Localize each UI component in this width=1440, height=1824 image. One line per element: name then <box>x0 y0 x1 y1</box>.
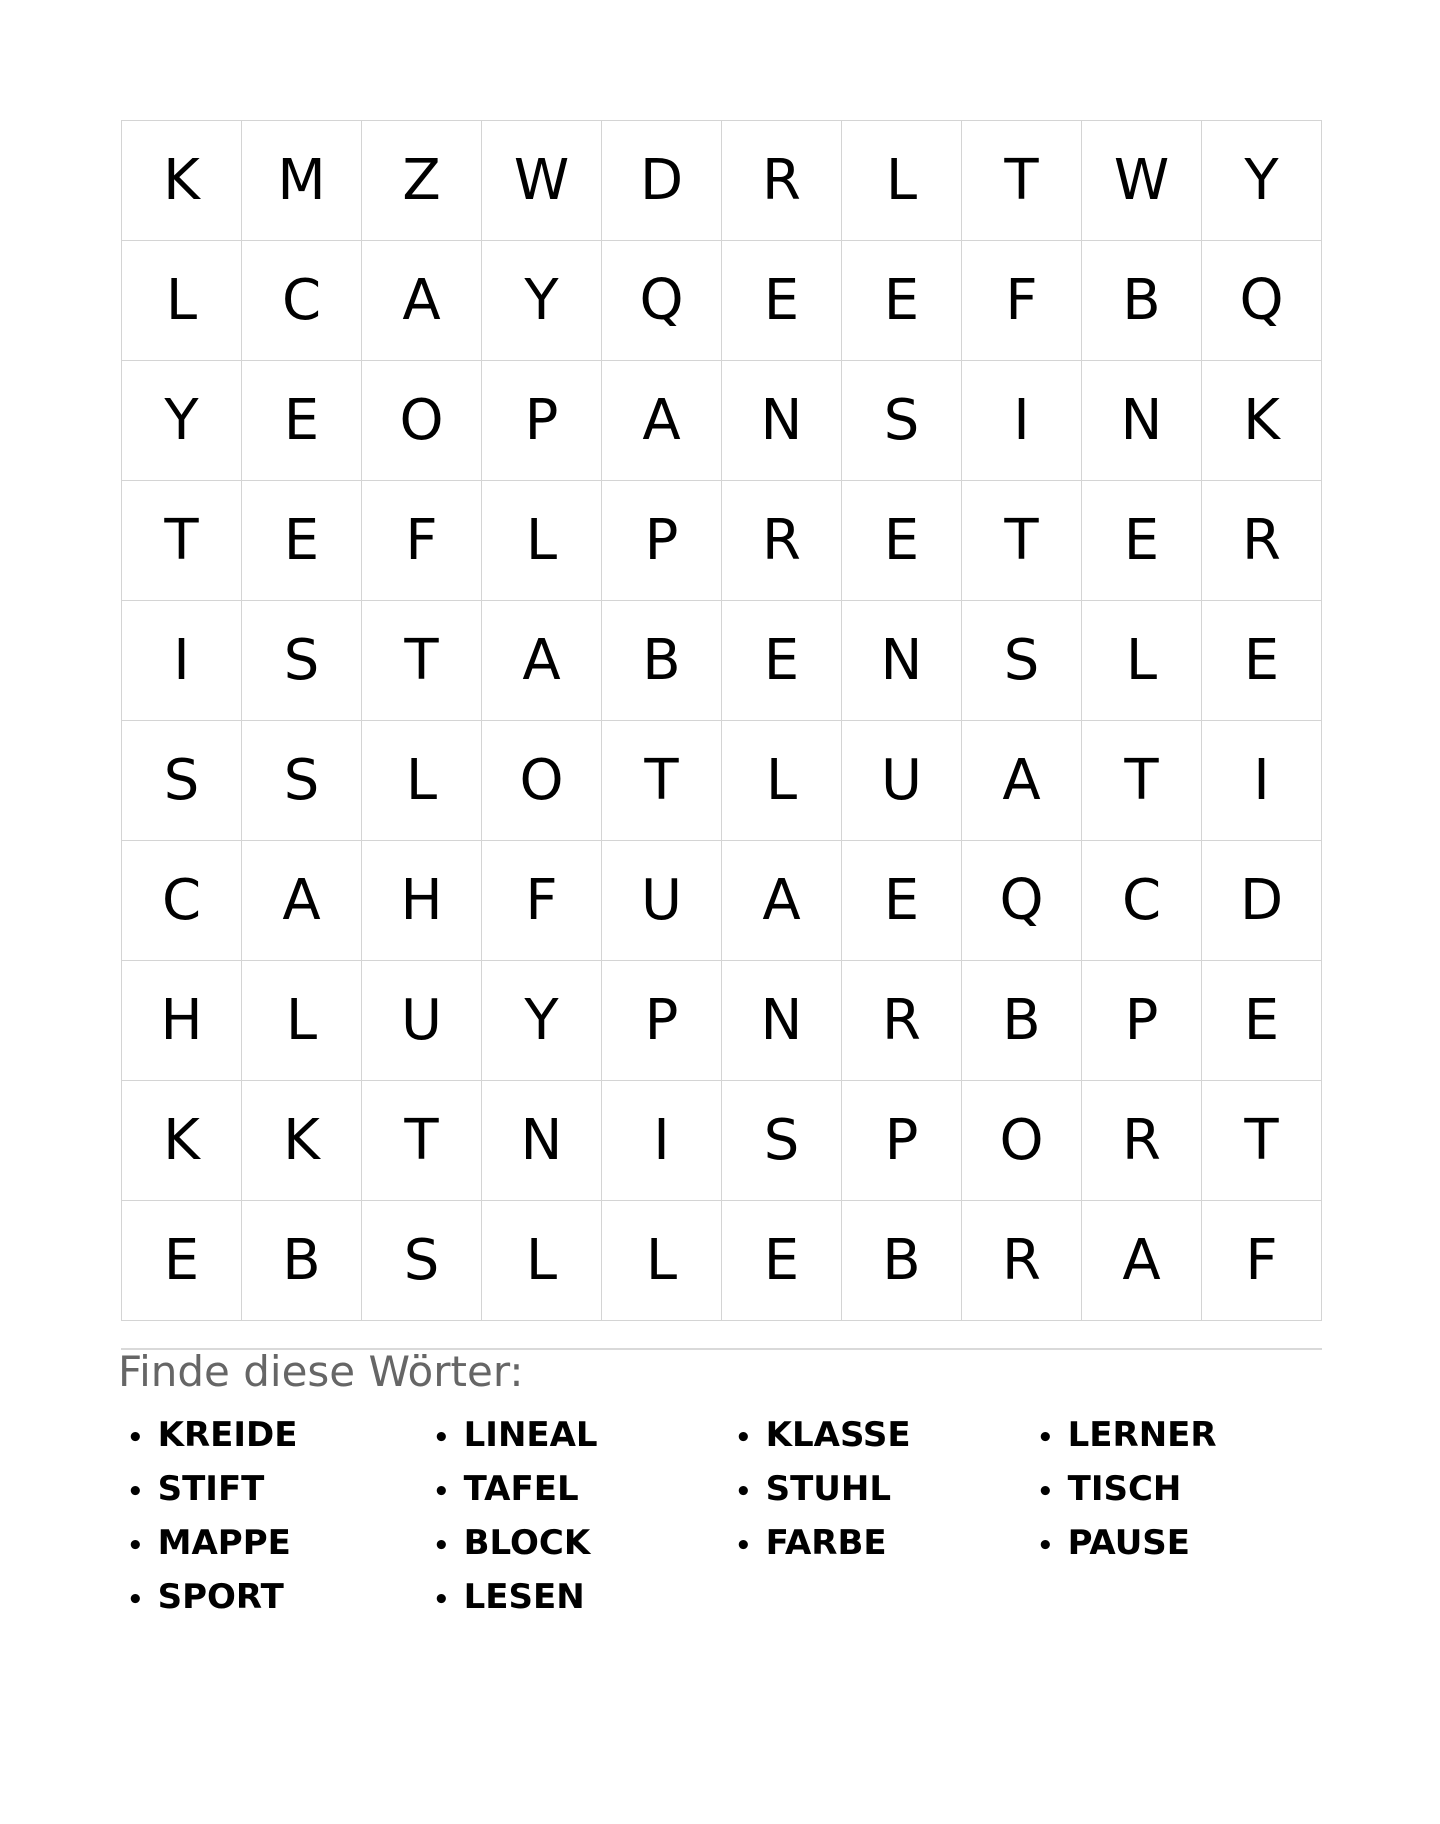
grid-cell: C <box>242 241 362 361</box>
grid-cell: P <box>602 481 722 601</box>
grid-cell: P <box>602 961 722 1081</box>
bullet-icon: • <box>433 1585 450 1615</box>
grid-cell: T <box>1202 1081 1322 1201</box>
grid-cell: T <box>962 121 1082 241</box>
grid-cell: F <box>1202 1201 1322 1321</box>
grid-cell: O <box>962 1081 1082 1201</box>
word-item <box>433 1516 735 1570</box>
grid-cell: I <box>962 361 1082 481</box>
bullet-icon: • <box>433 1423 450 1453</box>
grid-cell: R <box>1082 1081 1202 1201</box>
grid-cell: Z <box>362 121 482 241</box>
grid-cell: P <box>1082 961 1202 1081</box>
word-item <box>127 1570 433 1624</box>
word-label: PAUSE <box>1067 1523 1191 1563</box>
word-list-column <box>433 1408 735 1624</box>
word-list <box>127 1408 1317 1624</box>
grid-cell: P <box>482 361 602 481</box>
word-item <box>127 1516 433 1570</box>
grid-cell: P <box>842 1081 962 1201</box>
grid-cell: E <box>1082 481 1202 601</box>
grid-cell: D <box>1202 841 1322 961</box>
grid-cell: E <box>242 361 362 481</box>
grid-row <box>122 961 1322 1081</box>
bullet-icon: • <box>1037 1423 1054 1453</box>
word-label: KREIDE <box>157 1415 298 1455</box>
grid-cell: S <box>242 721 362 841</box>
bullet-icon: • <box>127 1423 144 1453</box>
grid-cell: Y <box>482 241 602 361</box>
grid-cell: T <box>122 481 242 601</box>
grid-cell: O <box>362 361 482 481</box>
grid-row <box>122 481 1322 601</box>
grid-cell: E <box>842 241 962 361</box>
bullet-icon: • <box>127 1531 144 1561</box>
grid-cell: E <box>842 841 962 961</box>
grid-cell: L <box>722 721 842 841</box>
grid-cell: F <box>962 241 1082 361</box>
grid-cell: L <box>842 121 962 241</box>
grid-cell: L <box>362 721 482 841</box>
bullet-icon: • <box>433 1531 450 1561</box>
grid-cell: Q <box>962 841 1082 961</box>
grid-cell: B <box>1082 241 1202 361</box>
word-label: TAFEL <box>463 1469 579 1509</box>
grid-cell: O <box>482 721 602 841</box>
grid-row <box>122 121 1322 241</box>
word-item <box>127 1408 433 1462</box>
grid-cell: A <box>242 841 362 961</box>
grid-cell: T <box>362 1081 482 1201</box>
grid-cell: T <box>1082 721 1202 841</box>
word-label: LESEN <box>463 1577 585 1617</box>
grid-cell: S <box>122 721 242 841</box>
grid-cell: R <box>962 1201 1082 1321</box>
bullet-icon: • <box>1037 1477 1054 1507</box>
word-label: FARBE <box>765 1523 887 1563</box>
grid-cell: B <box>242 1201 362 1321</box>
word-item <box>127 1462 433 1516</box>
grid-cell: K <box>122 121 242 241</box>
grid-cell: L <box>1082 601 1202 721</box>
grid-cell: E <box>1202 601 1322 721</box>
grid-cell: Y <box>122 361 242 481</box>
grid-cell: E <box>722 1201 842 1321</box>
grid-cell: W <box>1082 121 1202 241</box>
grid-cell: N <box>842 601 962 721</box>
grid-cell: A <box>962 721 1082 841</box>
bullet-icon: • <box>1037 1531 1054 1561</box>
grid-cell: U <box>362 961 482 1081</box>
grid-cell: I <box>1202 721 1322 841</box>
grid-cell: B <box>842 1201 962 1321</box>
grid-cell: H <box>362 841 482 961</box>
grid-cell: K <box>1202 361 1322 481</box>
grid-row <box>122 1081 1322 1201</box>
grid-cell: U <box>842 721 962 841</box>
grid-cell: W <box>482 121 602 241</box>
bullet-icon: • <box>127 1585 144 1615</box>
bullet-icon: • <box>127 1477 144 1507</box>
word-list-column <box>735 1408 1037 1624</box>
grid-cell: D <box>602 121 722 241</box>
grid-cell: T <box>362 601 482 721</box>
grid-cell: L <box>242 961 362 1081</box>
grid-cell: E <box>722 241 842 361</box>
word-label: BLOCK <box>463 1523 591 1563</box>
grid-cell: K <box>242 1081 362 1201</box>
grid-cell: N <box>722 961 842 1081</box>
grid-cell: H <box>122 961 242 1081</box>
grid-cell: E <box>842 481 962 601</box>
grid-cell: S <box>362 1201 482 1321</box>
word-label: LERNER <box>1067 1415 1217 1455</box>
bullet-icon: • <box>735 1531 752 1561</box>
grid-cell: E <box>722 601 842 721</box>
bullet-icon: • <box>735 1423 752 1453</box>
bullet-icon: • <box>735 1477 752 1507</box>
grid-cell: E <box>242 481 362 601</box>
grid-cell: T <box>962 481 1082 601</box>
grid-cell: U <box>602 841 722 961</box>
word-label: LINEAL <box>463 1415 598 1455</box>
word-item <box>1037 1408 1317 1462</box>
word-label: SPORT <box>157 1577 284 1617</box>
grid-cell: E <box>122 1201 242 1321</box>
grid-cell: A <box>602 361 722 481</box>
word-item <box>433 1462 735 1516</box>
grid-cell: N <box>1082 361 1202 481</box>
grid-cell: Y <box>482 961 602 1081</box>
grid-cell: A <box>722 841 842 961</box>
grid-cell: Q <box>602 241 722 361</box>
grid-cell: R <box>722 481 842 601</box>
grid-row <box>122 241 1322 361</box>
word-item <box>1037 1516 1317 1570</box>
word-label: MAPPE <box>157 1523 291 1563</box>
word-item <box>1037 1462 1317 1516</box>
word-label: KLASSE <box>765 1415 911 1455</box>
grid-cell: Q <box>1202 241 1322 361</box>
grid-cell: N <box>482 1081 602 1201</box>
word-label: STUHL <box>765 1469 892 1509</box>
word-item <box>735 1462 1037 1516</box>
grid-cell: A <box>362 241 482 361</box>
grid-cell: A <box>482 601 602 721</box>
grid-row <box>122 361 1322 481</box>
word-label: STIFT <box>157 1469 265 1509</box>
grid-cell: K <box>122 1081 242 1201</box>
word-item <box>735 1516 1037 1570</box>
grid-cell: A <box>1082 1201 1202 1321</box>
grid-cell: F <box>482 841 602 961</box>
word-label: TISCH <box>1067 1469 1182 1509</box>
grid-cell: T <box>602 721 722 841</box>
grid-cell: F <box>362 481 482 601</box>
grid-cell: L <box>482 481 602 601</box>
grid-cell: L <box>602 1201 722 1321</box>
grid-cell: S <box>722 1081 842 1201</box>
word-search-grid-body <box>122 121 1322 1321</box>
grid-row <box>122 1201 1322 1321</box>
grid-cell: M <box>242 121 362 241</box>
grid-cell: L <box>482 1201 602 1321</box>
word-list-heading: Finde diese Wörter: <box>118 1347 524 1396</box>
word-search-grid <box>121 120 1322 1321</box>
word-list-column <box>1037 1408 1317 1624</box>
word-item <box>433 1408 735 1462</box>
grid-cell: S <box>242 601 362 721</box>
grid-cell: I <box>602 1081 722 1201</box>
grid-row <box>122 841 1322 961</box>
grid-cell: S <box>842 361 962 481</box>
grid-row <box>122 601 1322 721</box>
grid-cell: N <box>722 361 842 481</box>
grid-cell: E <box>1202 961 1322 1081</box>
grid-cell: L <box>122 241 242 361</box>
grid-cell: R <box>722 121 842 241</box>
grid-cell: R <box>1202 481 1322 601</box>
bullet-icon: • <box>433 1477 450 1507</box>
word-item <box>735 1408 1037 1462</box>
grid-row <box>122 721 1322 841</box>
grid-cell: C <box>1082 841 1202 961</box>
grid-cell: S <box>962 601 1082 721</box>
grid-cell: B <box>962 961 1082 1081</box>
grid-cell: I <box>122 601 242 721</box>
grid-cell: Y <box>1202 121 1322 241</box>
grid-cell: R <box>842 961 962 1081</box>
word-item <box>433 1570 735 1624</box>
grid-cell: B <box>602 601 722 721</box>
grid-cell: C <box>122 841 242 961</box>
word-list-column <box>127 1408 433 1624</box>
